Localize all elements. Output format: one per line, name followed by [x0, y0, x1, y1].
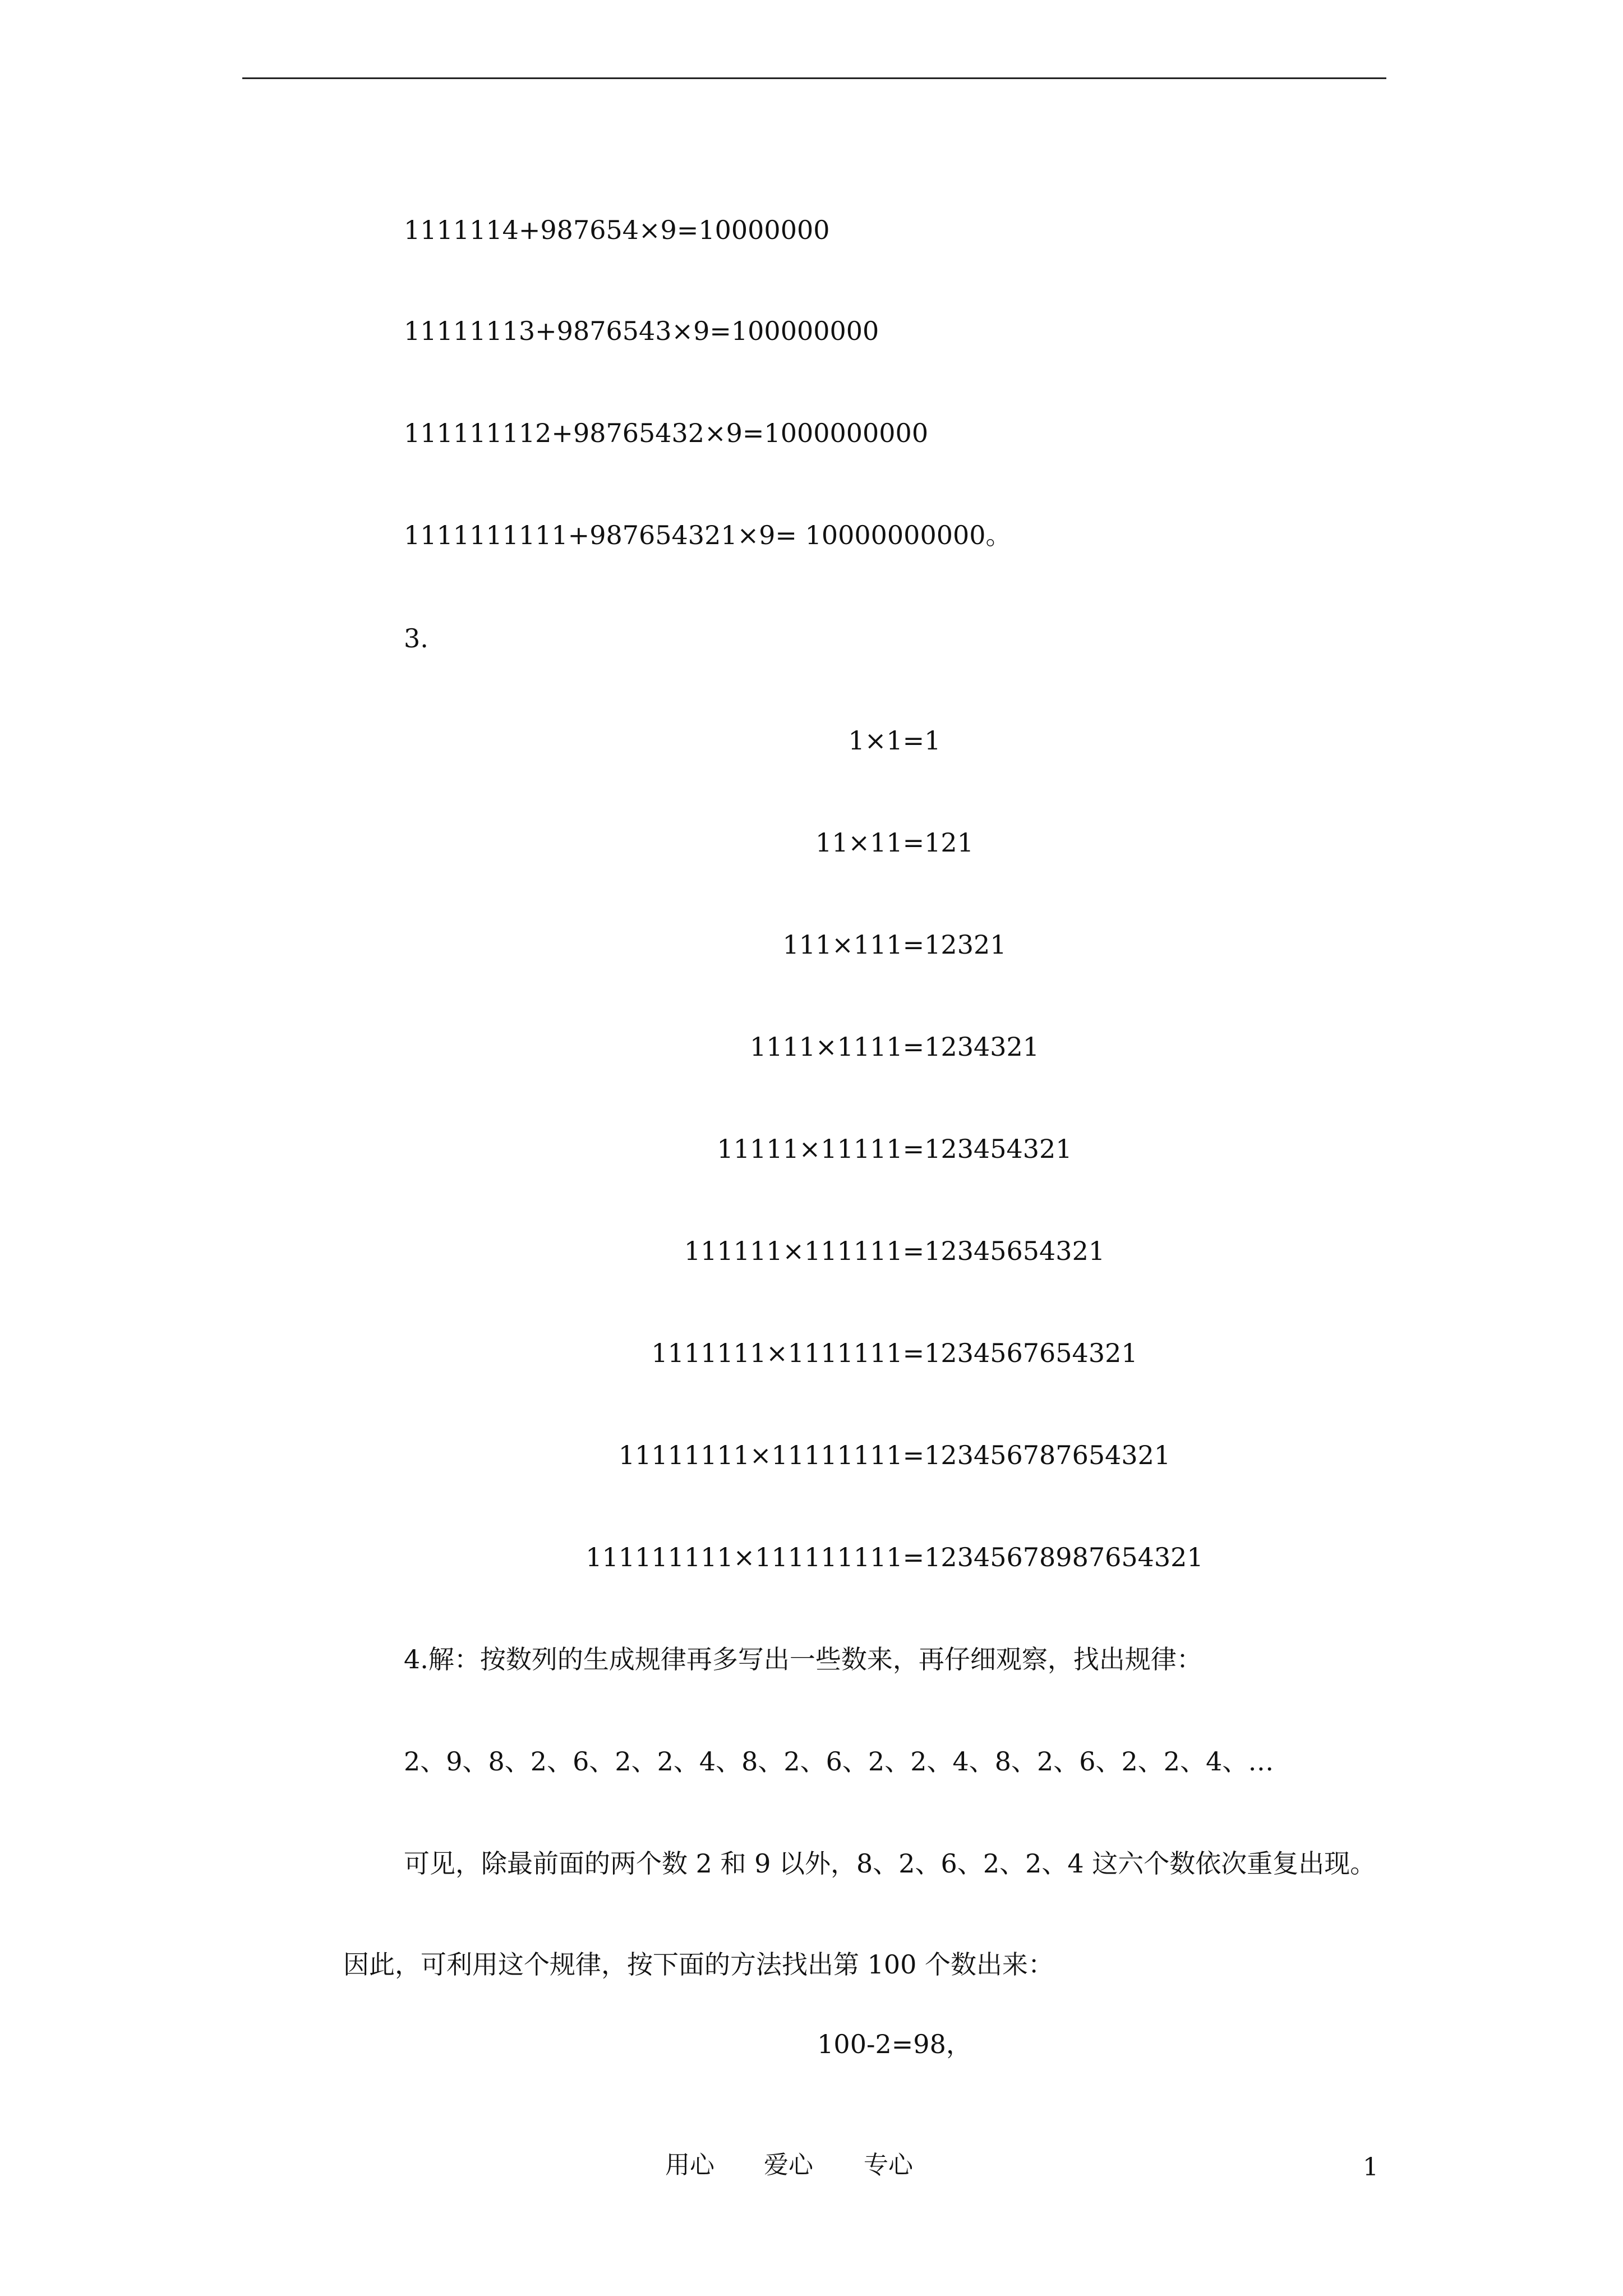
page-number: 1: [1363, 2153, 1378, 2182]
pyramid-line-8: 11111111×11111111=123456787654321: [618, 1440, 1171, 1470]
section-4-sequence: 2、9、8、2、6、2、2、4、8、2、6、2、2、4、8、2、6、2、2、4、…: [404, 1746, 1274, 1777]
footer-motto-1: 用心: [665, 2151, 714, 2179]
pyramid-line-4: 1111×1111=1234321: [749, 1032, 1040, 1062]
formula-line-3: 111111112+98765432×9=1000000000: [404, 418, 929, 448]
section-3-label: 3.: [404, 623, 428, 654]
formula-line-1: 1111114+987654×9=10000000: [404, 215, 830, 245]
pyramid-line-9: 111111111×111111111=12345678987654321: [585, 1542, 1204, 1572]
pyramid-line-2: 11×11=121: [815, 827, 974, 858]
footer-motto-3: 专心: [864, 2151, 913, 2179]
pyramid-line-5: 11111×11111=123454321: [717, 1134, 1072, 1164]
header-rule: [242, 77, 1386, 79]
pyramid-line-3: 111×111=12321: [782, 930, 1007, 960]
section-4-calc: 100-2=98，: [817, 2029, 972, 2059]
footer-motto-2: 爱心: [764, 2151, 813, 2179]
section-4-intro: 4.解：按数列的生成规律再多写出一些数来，再仔细观察，找出规律：: [404, 1644, 1202, 1674]
section-4-paragraph: 可见，除最前面的两个数 2 和 9 以外，8、2、6、2、2、4 这六个数依次重复出现。因此，可利用这个规律，按下面的方法找出第 100 个数出来：: [343, 1848, 1376, 1980]
pyramid-line-7: 1111111×1111111=1234567654321: [651, 1338, 1138, 1368]
pyramid-line-1: 1×1=1: [848, 725, 941, 756]
formula-line-2: 11111113+9876543×9=100000000: [404, 316, 879, 346]
formula-line-4: 1111111111+987654321×9= 10000000000。: [404, 520, 1012, 550]
pyramid-line-6: 111111×111111=12345654321: [684, 1236, 1105, 1266]
